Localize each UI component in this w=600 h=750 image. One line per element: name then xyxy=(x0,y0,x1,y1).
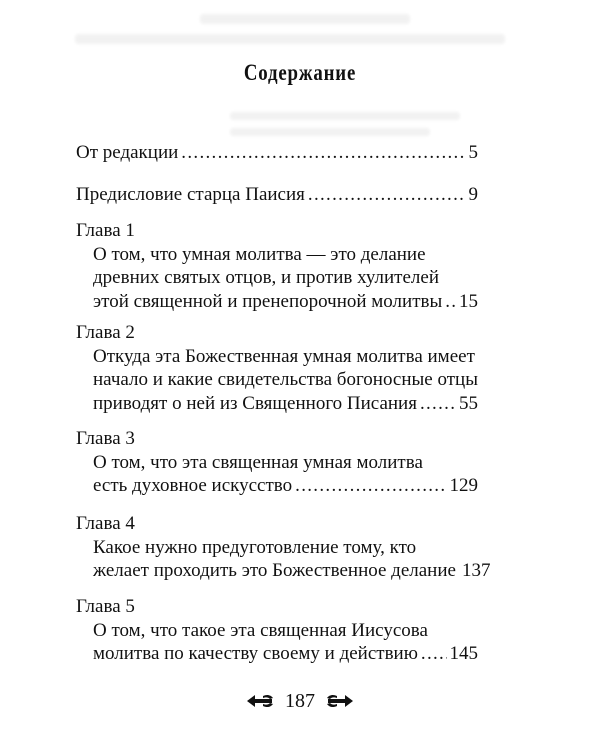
chapter-heading: Глава 3 xyxy=(76,428,135,449)
show-through-shadow xyxy=(75,34,505,44)
toc-entry-from-editors[interactable] xyxy=(76,141,478,165)
chapter-title-line: Какое нужно предуготовление тому, кто xyxy=(93,536,417,558)
toc-page-number: 15 xyxy=(459,290,478,312)
toc-page-number: 129 xyxy=(449,475,478,496)
chapter-heading: Глава 5 xyxy=(76,596,135,617)
toc-page-number: 9 xyxy=(468,184,478,205)
toc-entry-chapter-3[interactable] xyxy=(76,427,478,498)
toc-entry-title: От редакции xyxy=(76,142,179,163)
chapter-title-line: есть духовное искусство xyxy=(93,475,293,496)
toc-entry-chapter-1[interactable] xyxy=(76,219,478,313)
fleuron-right-icon xyxy=(325,692,355,710)
chapter-heading: Глава 4 xyxy=(76,513,135,534)
chapter-title-line: О том, что такое эта священная Иисусова xyxy=(93,619,428,641)
toc-entry-chapter-2[interactable] xyxy=(76,321,478,415)
show-through-shadow xyxy=(230,112,460,120)
chapter-title-line: молитва по качеству своему и действию xyxy=(93,643,418,664)
toc-leader-line xyxy=(76,141,478,165)
chapter-heading: Глава 1 xyxy=(76,220,135,241)
page-number: 187 xyxy=(285,689,315,712)
show-through-shadow xyxy=(200,14,410,24)
chapter-title-line: О том, что эта священная умная молитва xyxy=(93,451,423,473)
dot-leader xyxy=(445,290,456,314)
fleuron-left-icon xyxy=(245,692,275,710)
dot-leader xyxy=(421,642,447,666)
chapter-title-line: древних святых отцов, и против хулителей xyxy=(93,267,439,288)
toc-page-number: 5 xyxy=(468,142,478,163)
dot-leader xyxy=(181,141,465,165)
dot-leader xyxy=(420,392,456,416)
toc-entry-title: Предисловие старца Паисия xyxy=(76,184,305,205)
toc-leader-line xyxy=(93,290,478,314)
toc-entry-preface[interactable] xyxy=(76,183,478,207)
dot-leader xyxy=(308,183,466,207)
page-title: Содержание xyxy=(243,60,357,85)
chapter-title-line: О том, что умная молитва — это делание xyxy=(93,243,426,265)
toc-leader-line xyxy=(93,392,478,416)
chapter-title-line: начало и какие свидетельства богоносные отцы xyxy=(93,369,478,390)
toc-leader-line xyxy=(93,474,478,498)
toc-entry-chapter-5[interactable] xyxy=(76,595,478,666)
toc-page-number: 55 xyxy=(459,392,478,414)
toc-leader-line xyxy=(93,642,478,666)
chapter-title-line: желает проходить это Божественное делание xyxy=(93,560,456,581)
toc-page-number: 137 xyxy=(461,560,491,581)
toc-page-number: 145 xyxy=(449,643,478,664)
chapter-heading: Глава 2 xyxy=(76,322,135,343)
toc-leader-line xyxy=(76,183,478,207)
toc-leader-line xyxy=(93,559,491,583)
dot-leader xyxy=(295,474,446,498)
chapter-title-line: этой священной и пренепорочной молитвы xyxy=(93,290,443,312)
chapter-title-line: приводят о ней из Священного Писания xyxy=(93,392,417,414)
toc-entry-chapter-4[interactable] xyxy=(76,512,491,583)
show-through-shadow xyxy=(230,128,430,136)
chapter-title-line: Откуда эта Божественная умная молитва имеет xyxy=(93,345,475,367)
page-footer xyxy=(0,686,600,716)
